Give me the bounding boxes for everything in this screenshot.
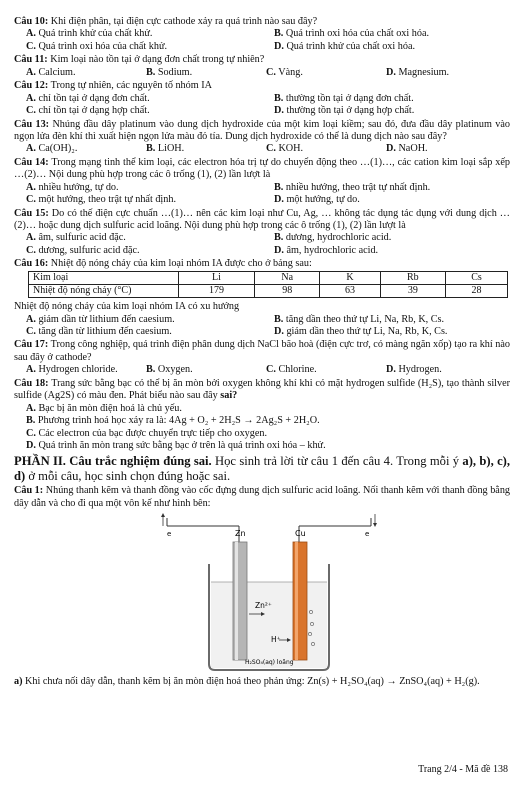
question-12 (14, 80, 510, 117)
option-a[interactable]: A. Ca(OH)₂. (26, 143, 78, 155)
question-text: Trong công nghiệp, quá trình điện phân dung dịch NaCl bão hoà (điện cực trơ, có màng ngăn xốp) tạo ra khí nào sau đây ở cathode? (14, 339, 510, 363)
option-d[interactable]: D. Magnesium. (386, 66, 450, 78)
galvanic-cell-svg (159, 512, 379, 672)
zinc-label: Zn (235, 528, 246, 538)
option-c[interactable]: C. Chlorine. (266, 364, 317, 376)
question-text: Nhiệt độ nóng chảy của kim loại nhóm IA có xu hướng (14, 301, 240, 313)
statement-label: a) (14, 675, 23, 687)
solution-label: H₂SO₄(aq) loãng (245, 658, 294, 666)
zinc-ion-label: Zn²⁺ (255, 600, 272, 610)
question-text: Kim loại nào tồn tại ở dạng đơn chất trong tự nhiên? (50, 54, 265, 66)
solution-liquid (211, 582, 327, 668)
option-b[interactable]: B. dương, hydrochloric acid. (274, 232, 392, 244)
galvanic-cell-figure (159, 512, 379, 672)
table-cell: Na (254, 271, 319, 284)
electron-arrow-right-icon (373, 514, 377, 527)
option-d[interactable]: D. NaOH. (386, 143, 428, 155)
option-a[interactable]: A. Quá trình khử của chất khử. (26, 28, 153, 40)
question-number: Câu 18: (14, 377, 49, 389)
table-cell: K (320, 271, 380, 284)
option-d[interactable]: D. một hướng, tự do. (274, 194, 360, 206)
option-c[interactable]: C. Quá trình oxi hóa của chất khử. (26, 40, 168, 52)
question-text: Nhiệt độ nóng chảy của kim loại nhóm IA được cho ở bảng sau: (50, 258, 312, 270)
question-number: Câu 12: (14, 80, 49, 92)
option-b[interactable]: B. tăng dần theo thứ tự Li, Na, Rb, K, Cs. (274, 313, 445, 325)
question-text: Nhúng thanh kẽm và thanh đồng vào cốc đựng dung dịch sulfuric acid loãng. Nối thanh kẽm với thanh đồng bằng dây dẫn và cho đi qua một vôn kế như hình bên: (14, 485, 511, 509)
option-b[interactable]: B. thường tồn tại ở dạng đơn chất. (274, 92, 414, 104)
question-15 (14, 208, 510, 258)
table-cell: 98 (254, 284, 319, 297)
part-2-question-1-a (14, 676, 510, 688)
option-b[interactable]: B. LiOH. (146, 143, 185, 155)
question-number: Câu 13: (14, 118, 50, 130)
option-d[interactable]: D. Hydrogen. (386, 364, 442, 376)
option-d[interactable]: D. Quá trình khử của chất oxi hóa. (274, 40, 416, 52)
option-b[interactable]: B. Oxygen. (146, 364, 193, 376)
question-number: Câu 10: (14, 16, 49, 27)
option-c[interactable]: C. chỉ tồn tại ở dạng hợp chất. (26, 105, 150, 117)
question-13 (14, 119, 510, 156)
question-text: Trong mạng tinh thể kim loại, các electron hóa trị tự do chuyển động theo …(1)…, các cation kim loại sắp xếp …(2)… Nội dung phù hợp trong các ô trống (1), (2) lần lượt là (14, 156, 510, 181)
question-number: Câu 1: (14, 485, 44, 497)
page-footer: Trang 2/4 - Mã đề 138 (418, 763, 508, 775)
table-cell: 63 (320, 284, 380, 297)
option-a[interactable]: A. giảm dần từ lithium đến caesium. (26, 313, 175, 325)
table-cell: Kim loại (29, 271, 179, 284)
question-14 (14, 157, 510, 207)
melting-point-table (28, 271, 508, 298)
option-d[interactable]: D. thường tồn tại ở dạng hợp chất. (274, 105, 415, 117)
option-b[interactable]: B. Quá trình oxi hóa của chất oxi hóa. (274, 28, 430, 40)
option-a[interactable]: A. Bạc bị ăn mòn điện hoá là chủ yếu. (26, 402, 182, 414)
question-number: Câu 11: (14, 54, 48, 66)
option-a[interactable]: A. Calcium. (26, 66, 76, 78)
table-cell: Rb (380, 271, 445, 284)
question-11 (14, 54, 510, 79)
option-b[interactable]: B. nhiều hướng, theo trật tự nhất định. (274, 181, 431, 193)
option-d[interactable]: D. âm, hydrochloric acid. (274, 244, 379, 256)
electron-arrow-left-icon (161, 513, 165, 526)
question-10 (14, 16, 510, 53)
option-c[interactable]: C. dương, sulfuric acid đặc. (26, 244, 140, 256)
table-row (29, 284, 508, 297)
part-2-heading: PHẦN II. Câu trắc nghiệm đúng sai. Học sinh trả lời từ câu 1 đến câu 4. Trong mỗi ý a), b), c), d) ở mỗi câu, học sinh chọn đúng hoặc sai. (14, 454, 510, 484)
question-text: Nhúng đầu dây platinum vào dung dịch hydroxide của một kim loại kiềm; sau đó, đưa đầu dây platinum vào ngọn lửa đèn khí thì xuất hiện ngọn lửa màu đỏ tía. Dung dịch hydroxide có thể là dung dịch nào sau đây? (14, 118, 510, 142)
table-cell: Li (179, 271, 255, 284)
part-title: PHẦN II. Câu trắc nghiệm đúng sai. (14, 454, 212, 469)
option-a[interactable]: A. chỉ tồn tại ở dạng đơn chất. (26, 92, 150, 104)
question-text: Khi điện phân, tại điện cực cathode xảy ra quá trình nào sau đây? (50, 16, 318, 27)
option-d[interactable]: D. Quá trình ăn mòn trang sức bằng bạc ở trên là quá trình oxi hóa – khử. (26, 439, 326, 451)
question-text: Do có thế điện cực chuẩn …(1)… nên các kim loại như Cu, Ag, … không tác dụng tác dụng với dung dịch …(2)… hoặc dung dịch sulfuric acid loãng. Nội dung phù hợp trong các ô trống (1), (2) lần lượt là (14, 207, 510, 231)
option-a[interactable]: A. nhiều hướng, tự do. (26, 181, 119, 193)
option-c[interactable]: C. KOH. (266, 143, 304, 155)
table-cell: 179 (179, 284, 255, 297)
copper-label: Cu (295, 528, 306, 538)
question-16 (14, 258, 510, 338)
table-cell: Nhiệt độ nóng chảy (°C) (29, 284, 179, 297)
question-text: Trang sức bằng bạc có thể bị ăn mòn bởi oxygen không khí khi có mặt hydrogen sulfide (H₂S), tạo thành silver sulfide (Ag2S) có màu đen. Phát biểu nào sau đây (14, 377, 510, 402)
option-a[interactable]: A. âm, sulfuric acid đặc. (26, 232, 126, 244)
option-b[interactable]: B. Sodium. (146, 66, 193, 78)
question-18: Câu 18: Trang sức bằng bạc có thể bị ăn mòn bởi oxygen không khí khi có mặt hydrogen sulfide (H₂S), tạo thành silver sulfide (Ag2S) có màu đen. Phát biểu nào sau đây sai? A. Bạc bị ăn mòn điện hoá là chủ yếu. B. Phương trình hoá học xảy ra là: 4Ag + O₂ + 2H₂S → 2Ag₂S + 2H₂O. C. Các electron của bạc được chuyển trực tiếp cho oxygen. D. Quá trình ăn mòn trang sức bằng bạc ở trên là quá trình oxi hóa – khử. (14, 377, 510, 451)
option-c[interactable]: C. Vàng. (266, 66, 303, 78)
electron-label: e (167, 529, 172, 538)
question-number: Câu 16: (14, 258, 49, 270)
table-row (29, 271, 508, 284)
question-number: Câu 17: (14, 339, 49, 351)
table-cell: 39 (380, 284, 445, 297)
question-text: Trong tự nhiên, các nguyên tố nhóm IA (50, 80, 212, 92)
part-2-question-1 (14, 485, 510, 510)
question-number: Câu 14: (14, 156, 49, 168)
question-number: Câu 15: (14, 207, 49, 219)
option-b[interactable]: B. Phương trình hoá học xảy ra là: 4Ag + O₂ + 2H₂S → 2Ag₂S + 2H₂O. (26, 415, 320, 427)
hydrogen-ion-label: H⁺ (271, 634, 281, 644)
emphasis-word: sai (220, 390, 233, 402)
statement-text: Khi chưa nối dây dẫn, thanh kẽm bị ăn mòn điện hoá theo phản ứng: Zn(s) + H₂SO₄(aq) → ZnSO₄(aq) + H₂(g). (25, 675, 480, 687)
option-d[interactable]: D. giảm dần theo thứ tự Li, Na, Rb, K, Cs. (274, 326, 448, 337)
electron-label: e (365, 529, 370, 538)
option-c[interactable]: C. Các electron của bạc được chuyển trực tiếp cho oxygen. (26, 427, 268, 439)
option-c[interactable]: C. một hướng, theo trật tự nhất định. (26, 194, 176, 206)
question-17 (14, 339, 510, 376)
table-cell: Cs (446, 271, 508, 284)
option-c[interactable]: C. tăng dần từ lithium đến caesium. (26, 326, 172, 337)
option-a[interactable]: A. Hydrogen chloride. (26, 364, 118, 376)
table-cell: 28 (446, 284, 508, 297)
